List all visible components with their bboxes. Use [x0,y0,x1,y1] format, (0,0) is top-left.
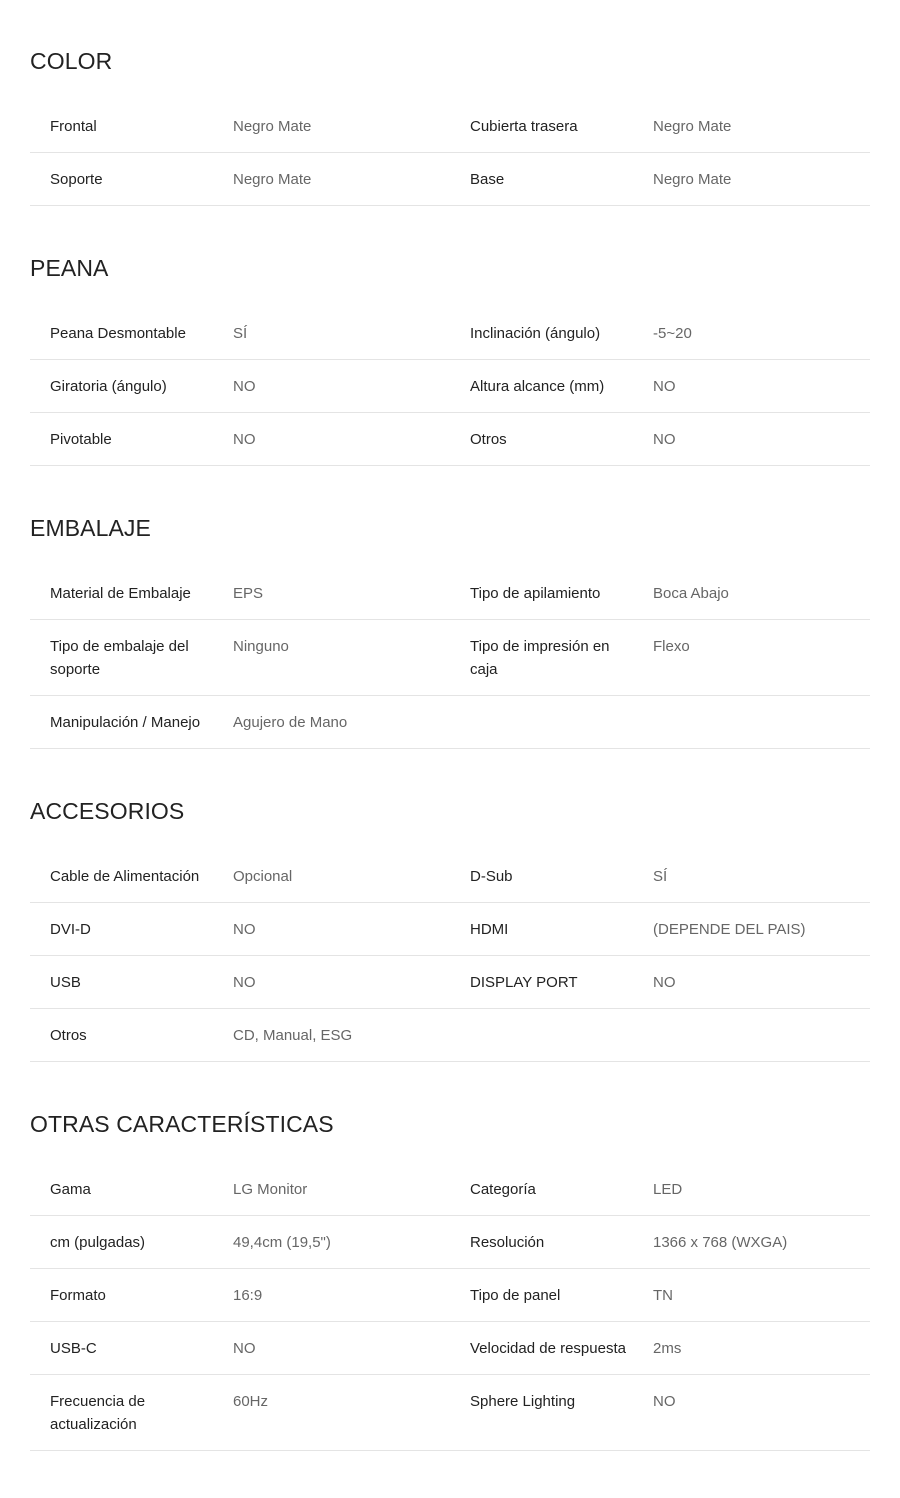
spec-value: Opcional [233,868,293,885]
spec-label: Resolución [470,1234,545,1251]
spec-table [30,1163,870,1451]
spec-item [30,971,450,994]
spec-section [30,253,870,466]
spec-row [30,1216,870,1269]
spec-label: USB-C [50,1340,97,1357]
spec-label: Cable de Alimentación [50,868,200,885]
spec-item [450,1390,870,1436]
spec-item [30,375,450,398]
spec-section [30,46,870,206]
spec-table [30,100,870,206]
spec-item [30,115,450,138]
spec-item [450,1337,870,1360]
spec-value: 1366 x 768 (WXGA) [653,1234,788,1251]
spec-value: Negro Mate [653,171,732,188]
spec-label: Pivotable [50,431,112,448]
spec-value: Negro Mate [653,118,732,135]
spec-item [30,1231,450,1254]
spec-label: Otros [470,431,507,448]
spec-item [450,865,870,888]
spec-row [30,413,870,466]
spec-value: (DEPENDE DEL PAIS) [653,921,806,938]
spec-row [30,956,870,1009]
spec-row [30,100,870,153]
spec-label: Gama [50,1181,91,1198]
spec-label: Tipo de panel [470,1287,561,1304]
spec-row [30,1322,870,1375]
spec-label: Giratoria (ángulo) [50,378,167,395]
spec-label: Base [470,171,505,188]
spec-item [450,582,870,605]
spec-label: Tipo de embalaje del soporte [50,638,189,678]
spec-row [30,360,870,413]
spec-value: NO [653,431,676,448]
spec-value: Negro Mate [233,171,312,188]
spec-value: Flexo [653,638,690,655]
spec-item [30,428,450,451]
spec-label: Velocidad de respuesta [470,1340,626,1357]
spec-item [30,582,450,605]
spec-item [450,1178,870,1201]
spec-item [450,918,870,941]
spec-value: NO [233,974,256,991]
spec-label: Tipo de impresión en caja [470,638,610,678]
section-title: OTRAS CARACTERÍSTICAS [30,1111,334,1137]
spec-row [30,1163,870,1216]
spec-label: DISPLAY PORT [470,974,578,991]
spec-value: NO [233,378,256,395]
spec-item [450,115,870,138]
spec-value: NO [233,1340,256,1357]
spec-value: SÍ [233,325,248,342]
spec-value: CD, Manual, ESG [233,1027,353,1044]
spec-value: Boca Abajo [653,585,729,602]
spec-value: 2ms [653,1340,682,1357]
spec-value: EPS [233,585,264,602]
spec-value: Agujero de Mano [233,714,348,731]
spec-table [30,307,870,466]
spec-item [450,322,870,345]
spec-label: Manipulación / Manejo [50,714,201,731]
spec-value: NO [233,431,256,448]
spec-row [30,153,870,206]
section-title: PEANA [30,255,109,281]
spec-row [30,850,870,903]
spec-section [30,513,870,749]
spec-row [30,307,870,360]
spec-sheet [30,0,870,1451]
spec-item [30,322,450,345]
spec-value: SÍ [653,868,668,885]
spec-label: Inclinación (ángulo) [470,325,601,342]
spec-value: Ninguno [233,638,289,655]
spec-label: Material de Embalaje [50,585,191,602]
spec-item [450,375,870,398]
spec-value: LG Monitor [233,1181,308,1198]
spec-row [30,1375,870,1451]
spec-row [30,620,870,696]
spec-item [30,1178,450,1201]
spec-label: DVI-D [50,921,91,938]
spec-label: Frontal [50,118,97,135]
spec-value: TN [653,1287,673,1304]
spec-value: NO [233,921,256,938]
spec-row [30,903,870,956]
spec-value: LED [653,1181,683,1198]
spec-item [450,168,870,191]
spec-item [30,1284,450,1307]
spec-row [30,1009,870,1062]
spec-value: NO [653,974,676,991]
spec-label: HDMI [470,921,509,938]
section-title: EMBALAJE [30,515,151,541]
spec-section [30,1109,870,1451]
spec-item [30,711,450,734]
spec-value: 16:9 [233,1287,263,1304]
spec-table [30,567,870,749]
spec-label: Soporte [50,171,103,188]
spec-item [30,1337,450,1360]
spec-item [30,918,450,941]
spec-label: cm (pulgadas) [50,1234,146,1251]
spec-label: Peana Desmontable [50,325,186,342]
spec-table [30,850,870,1062]
spec-value: 60Hz [233,1393,269,1410]
spec-value: -5~20 [653,325,692,342]
spec-label: USB [50,974,81,991]
spec-item [30,168,450,191]
spec-item [450,1231,870,1254]
spec-label: Formato [50,1287,106,1304]
spec-row [30,696,870,749]
spec-label: Otros [50,1027,87,1044]
spec-label: Cubierta trasera [470,118,578,135]
spec-section [30,796,870,1062]
spec-row [30,1269,870,1322]
section-title: COLOR [30,48,113,74]
spec-item [30,635,450,681]
spec-label: Tipo de apilamiento [470,585,601,602]
section-title: ACCESORIOS [30,798,185,824]
spec-label: D-Sub [470,868,513,885]
spec-value: 49,4cm (19,5") [233,1234,331,1251]
spec-item [450,971,870,994]
spec-item [30,1024,450,1047]
spec-value: NO [653,378,676,395]
spec-label: Frecuencia de actualización [50,1393,146,1433]
spec-item [30,865,450,888]
spec-row [30,567,870,620]
spec-item [30,1390,450,1436]
spec-item [450,428,870,451]
spec-label: Sphere Lighting [470,1393,576,1410]
spec-value: NO [653,1393,676,1410]
spec-value: Negro Mate [233,118,312,135]
spec-label: Altura alcance (mm) [470,378,605,395]
spec-item [450,1284,870,1307]
spec-label: Categoría [470,1181,536,1198]
spec-item [450,635,870,681]
